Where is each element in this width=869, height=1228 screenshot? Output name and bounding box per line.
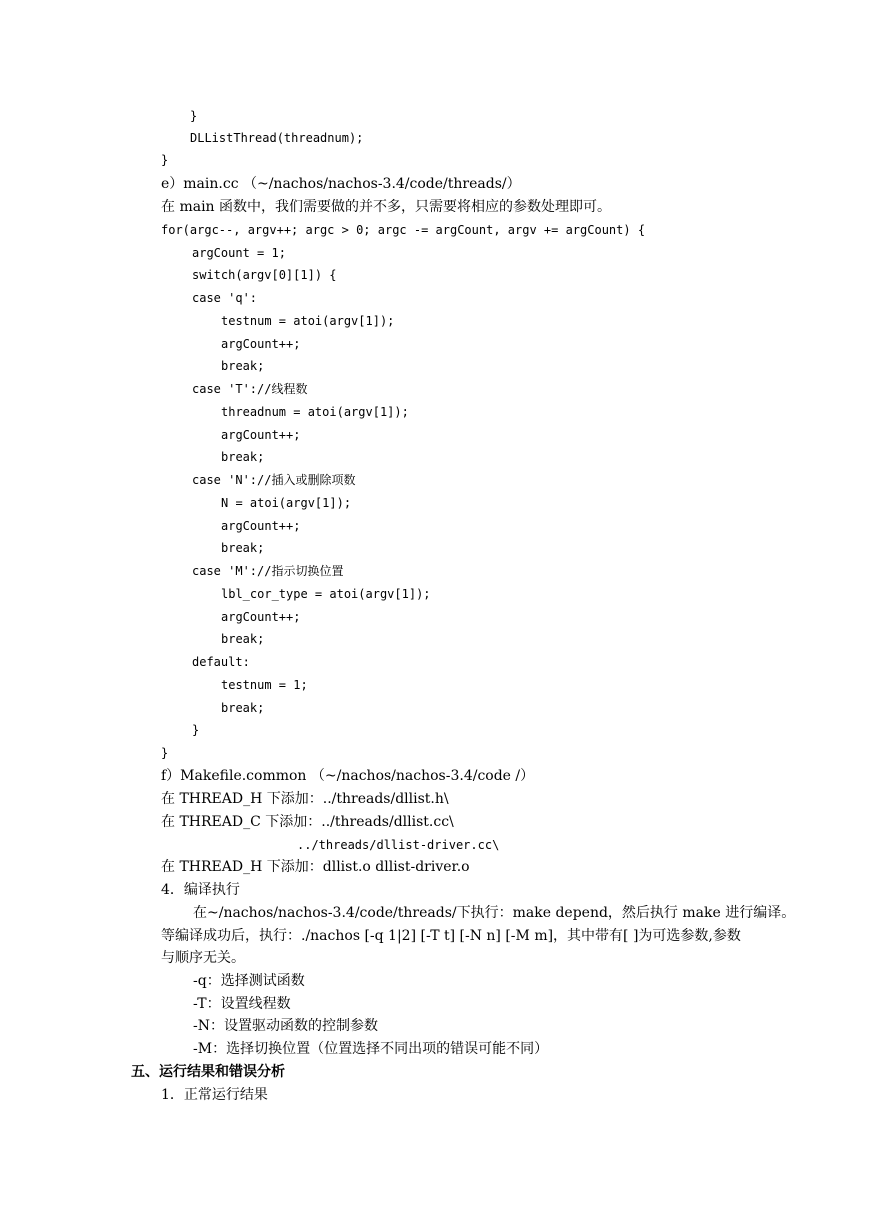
code-line: argCount++; [221, 428, 301, 442]
code-line: lbl_cor_type = atoi(argv[1]); [221, 587, 431, 601]
code-line: argCount++; [221, 519, 301, 533]
paragraph-line: 等编译成功后，执行：./nachos [-q 1|2] [-T t] [-N n] [-M m]，其中带有[ ]为可选参数,参数 [161, 928, 741, 944]
code-line: testnum = 1; [221, 678, 308, 692]
section-heading-main-cc: e）main.cc （~/nachos/nachos-3.4/code/threads/） [161, 176, 521, 192]
code-line: switch(argv[0][1]) { [192, 268, 337, 282]
makefile-line: 在 THREAD_H 下添加：../threads/dllist.h\ [161, 791, 449, 807]
code-line: for(argc--, argv++; argc > 0; argc -= argCount, argv += argCount) { [161, 223, 646, 237]
code-line: } [190, 109, 198, 123]
code-line: } [161, 153, 169, 167]
section-heading-makefile: f）Makefile.common （~/nachos/nachos-3.4/code /） [161, 768, 535, 784]
code-line: break; [221, 359, 265, 373]
code-line: argCount++; [221, 610, 301, 624]
code-line: argCount++; [221, 337, 301, 351]
code-line: break; [221, 632, 265, 646]
code-line: break; [221, 450, 265, 464]
makefile-line: 在 THREAD_H 下添加：dllist.o dllist-driver.o [161, 859, 470, 875]
makefile-line: ../threads/dllist-driver.cc\ [297, 838, 500, 852]
code-line: N = atoi(argv[1]); [221, 496, 352, 510]
section-heading-results: 五、运行结果和错误分析 [131, 1064, 285, 1080]
code-line: case 'q': [192, 291, 258, 305]
option-item: -M：选择切换位置（位置选择不同出项的错误可能不同） [193, 1041, 549, 1057]
code-line: } [161, 746, 169, 760]
code-line: default: [192, 655, 250, 669]
section-heading-compile: 4．编译执行 [161, 882, 240, 898]
option-item: -q：选择测试函数 [193, 973, 305, 989]
option-item: -N：设置驱动函数的控制参数 [193, 1018, 378, 1034]
code-line: break; [221, 541, 265, 555]
paragraph-line: 与顺序无关。 [161, 950, 245, 966]
code-line: case 'M'://指示切换位置 [192, 564, 344, 578]
code-line: break; [221, 701, 265, 715]
paragraph-line: 在~/nachos/nachos-3.4/code/threads/下执行：make depend，然后执行 make 进行编译。 [193, 905, 796, 921]
makefile-line: 在 THREAD_C 下添加：../threads/dllist.cc\ [161, 814, 454, 830]
section-intro: 在 main 函数中，我们需要做的并不多，只需要将相应的参数处理即可。 [161, 199, 612, 215]
code-line: testnum = atoi(argv[1]); [221, 314, 395, 328]
code-line: case 'T'://线程数 [192, 382, 308, 396]
code-line: threadnum = atoi(argv[1]); [221, 405, 409, 419]
code-line: } [192, 723, 200, 737]
code-line: case 'N'://插入或删除项数 [192, 473, 356, 487]
option-item: -T：设置线程数 [193, 996, 291, 1012]
code-line: argCount = 1; [192, 246, 286, 260]
code-line: DLListThread(threadnum); [190, 131, 364, 145]
subsection-heading: 1．正常运行结果 [161, 1087, 268, 1103]
